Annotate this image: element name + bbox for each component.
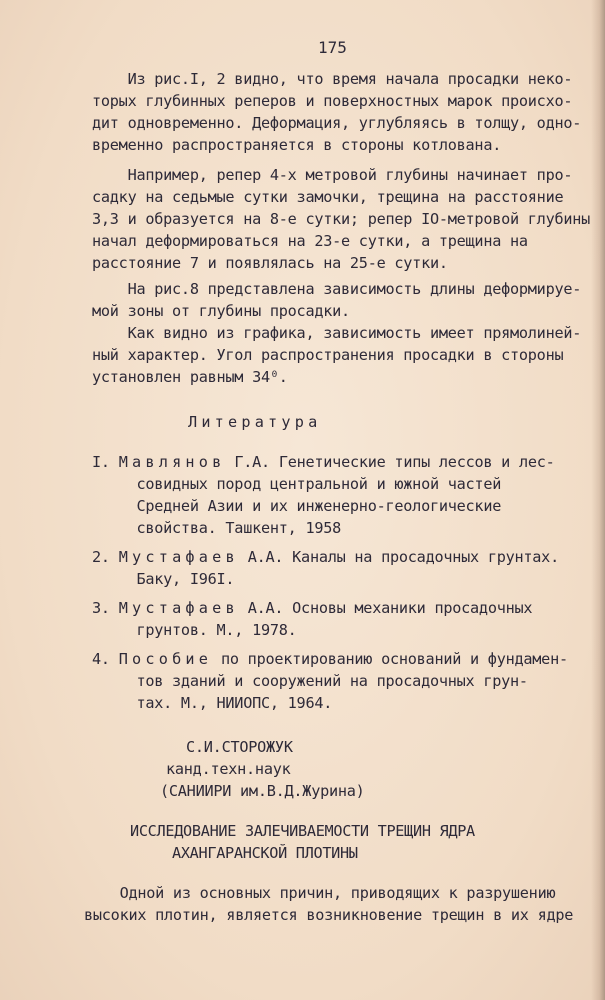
page-edge-shadow (591, 0, 605, 1000)
literature-item-1-line-1 (92, 453, 555, 471)
paragraph-2-line-3: 3,3 и образуется на 8-е сутки; репер IO-метровой глубины (92, 210, 591, 228)
literature-item-2-author: Мустафаев (118, 548, 239, 566)
article-body-line-2: высоких плотин, является возникновение трещин в их ядре (84, 906, 574, 924)
article-title-line-1: ИССЛЕДОВАНИЕ ЗАЛЕЧИВАЕМОСТИ ТРЕЩИН ЯДРА (130, 822, 475, 840)
literature-item-4-line-2: тов зданий и сооружений на просадочных грун- (92, 672, 528, 690)
article-degree: канд.техн.наук (166, 760, 291, 778)
literature-item-3-line-2: грунтов. М., 1978. (92, 621, 297, 639)
paragraph-1-line-4: временно распространяется в стороны котлована. (92, 136, 502, 154)
literature-item-1-number: I. (92, 453, 110, 471)
literature-item-3-number: 3. (92, 599, 110, 617)
paragraph-1-line-1: Из рис.I, 2 видно, что время начала просадки неко- (92, 70, 573, 88)
literature-item-2-number: 2. (92, 548, 110, 566)
page-number: 175 (318, 38, 347, 57)
literature-item-1-author: Мавлянов (118, 453, 226, 471)
literature-item-2-line-2: Баку, I96I. (92, 570, 235, 588)
paragraph-3-line-2: мой зоны от глубины просадки. (92, 302, 350, 320)
article-body-line-1: Одной из основных причин, приводящих к разрушению (84, 884, 556, 902)
literature-item-1-line-3: Средней Азии и их инженерно-геологические (92, 497, 502, 515)
literature-item-4-line-3: тах. М., НИИОПС, 1964. (92, 694, 333, 712)
literature-item-3-text: А.А. Основы механики просадочных (238, 599, 533, 617)
paragraph-3-line-1: На рис.8 представлена зависимость длины деформируе- (92, 280, 582, 298)
literature-item-2-text: А.А. Каналы на просадочных грунтах. (238, 548, 559, 566)
paragraph-4-line-1: Как видно из графика, зависимость имеет прямолиней- (92, 324, 582, 342)
literature-item-4-author: Пособие (118, 650, 213, 668)
literature-heading: Литература (188, 413, 322, 431)
literature-item-4-line-1 (92, 650, 568, 668)
paragraph-1-line-2: торых глубинных реперов и поверхностных марок происхо- (92, 92, 573, 110)
paragraph-4-line-3: установлен равным 34⁰. (92, 368, 288, 386)
literature-item-1-text: Г.А. Генетические типы лессов и лес- (225, 453, 555, 471)
article-author: С.И.СТОРОЖУК (186, 738, 293, 756)
literature-item-4-text: по проектированию оснований и фундамен- (212, 650, 568, 668)
paragraph-2-line-1: Например, репер 4-х метровой глубины начинает про- (92, 166, 573, 184)
paragraph-2-line-5: расстояние 7 и появлялась на 25-е сутки. (92, 254, 448, 272)
paragraph-4-line-2: ный характер. Угол распространения просадки в стороны (92, 346, 564, 364)
literature-item-3-author: Мустафаев (118, 599, 239, 617)
article-affiliation: (САНИИРИ им.В.Д.Журина) (160, 782, 365, 800)
literature-item-3-line-1 (92, 599, 532, 617)
literature-item-4-number: 4. (92, 650, 110, 668)
literature-item-2-line-1 (92, 548, 559, 566)
article-title-line-2: АХАНГАРАНСКОЙ ПЛОТИНЫ (172, 844, 358, 862)
literature-item-1-line-2: совидных пород центральной и южной частей (92, 475, 502, 493)
paragraph-2-line-2: садку на седьмые сутки замочки, трещина на расстояние (92, 188, 564, 206)
paragraph-2-line-4: начал деформироваться на 23-е сутки, а трещина на (92, 232, 528, 250)
paragraph-1-line-3: дит одновременно. Деформация, углубляясь в толщу, одно- (92, 114, 582, 132)
literature-item-1-line-4: свойства. Ташкент, 1958 (92, 519, 342, 537)
